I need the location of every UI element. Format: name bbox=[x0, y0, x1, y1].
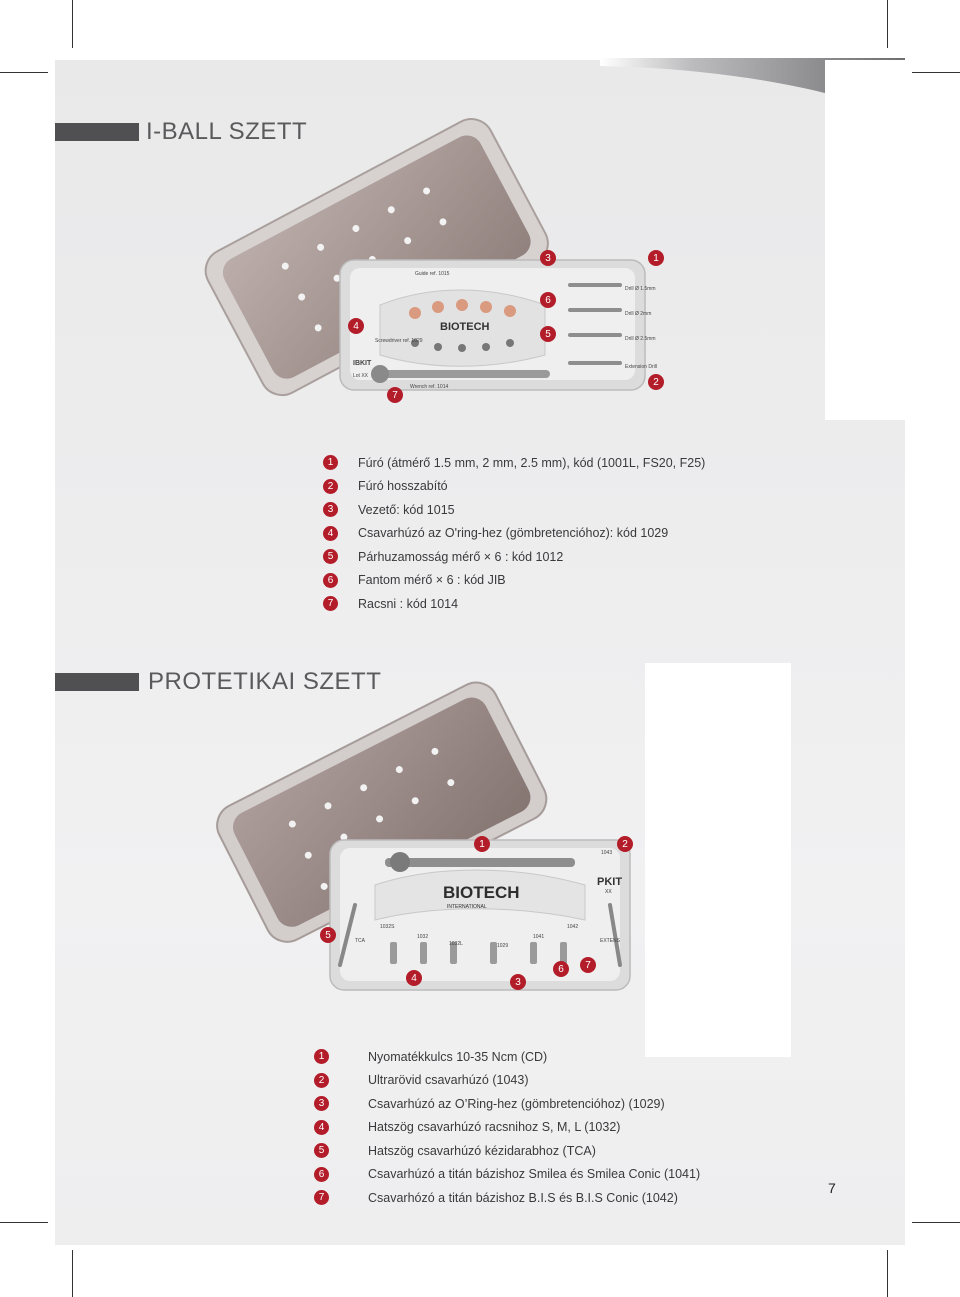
kit2-code-label: EXTENS bbox=[600, 938, 621, 944]
list-item bbox=[323, 475, 705, 499]
list-item bbox=[323, 569, 705, 593]
item-number: 5 bbox=[323, 549, 338, 564]
crop-mark bbox=[72, 0, 73, 48]
list-item bbox=[323, 545, 705, 569]
item-text: Fantom mérő × 6 : kód JIB bbox=[358, 573, 506, 588]
kit2-callout: 3 bbox=[510, 974, 526, 990]
crop-mark bbox=[887, 0, 888, 48]
section-title-bar bbox=[55, 673, 139, 691]
item-number: 6 bbox=[314, 1167, 329, 1182]
section-title: I-BALL SZETT bbox=[146, 118, 308, 145]
protetikai-component-list bbox=[314, 1045, 700, 1210]
kit1-callout: 5 bbox=[540, 326, 556, 342]
item-text: Csavarhúzó az O'ring-hez (gömbretencióhoz): kód 1029 bbox=[358, 526, 669, 541]
list-item bbox=[323, 451, 705, 475]
kit1-callout: 1 bbox=[648, 250, 664, 266]
kit2-code-label: 1042 bbox=[567, 924, 579, 930]
item-text: Hatszög csavarhúzó racsnihoz S, M, L (1032) bbox=[368, 1120, 621, 1135]
kit1-kitname-label: IBKIT bbox=[353, 360, 372, 367]
kit1-drill3-label: Drill Ø 2.5mm bbox=[625, 336, 656, 342]
item-text: Hatszög csavarhúzó kézidarabhoz (TCA) bbox=[368, 1143, 596, 1158]
kit2-kitname-label: PKIT bbox=[597, 876, 623, 888]
list-item bbox=[314, 1139, 700, 1163]
kit1-callout: 3 bbox=[540, 250, 556, 266]
kit2-callout: 1 bbox=[474, 836, 490, 852]
list-item bbox=[314, 1116, 700, 1140]
item-number: 7 bbox=[314, 1190, 329, 1205]
page-number: 7 bbox=[828, 1180, 836, 1196]
item-number: 2 bbox=[323, 479, 338, 494]
item-number: 2 bbox=[314, 1073, 329, 1088]
item-text: Csavarhúzó az O’Ring-hez (gömbretencióhoz) (1029) bbox=[368, 1096, 665, 1111]
item-number: 3 bbox=[323, 502, 338, 517]
protetikai-kit-image bbox=[215, 680, 640, 1000]
crop-mark bbox=[912, 1222, 960, 1223]
item-number: 5 bbox=[314, 1143, 329, 1158]
list-item bbox=[314, 1045, 700, 1069]
list-item bbox=[314, 1069, 700, 1093]
kit1-guide-label: Guide ref. 1015 bbox=[415, 271, 450, 277]
iball-component-list bbox=[323, 451, 705, 616]
kit1-wrench-label: Wrench ref. 1014 bbox=[410, 384, 449, 390]
crop-mark bbox=[0, 1222, 48, 1223]
kit2-sub-label: INTERNATIONAL bbox=[447, 904, 487, 910]
list-item bbox=[314, 1163, 700, 1187]
kit2-callout: 5 bbox=[320, 927, 336, 943]
kit2-code-label: 1041 bbox=[533, 934, 545, 940]
kit2-code-label: 1043 bbox=[601, 850, 613, 856]
kit1-extension-label: Extension Drill bbox=[625, 364, 657, 370]
list-item bbox=[323, 592, 705, 616]
kit1-callout: 6 bbox=[540, 292, 556, 308]
crop-mark bbox=[72, 1250, 73, 1297]
kit1-callout: 2 bbox=[648, 374, 664, 390]
item-text: Nyomatékkulcs 10-35 Ncm (CD) bbox=[368, 1049, 548, 1064]
kit2-callout: 7 bbox=[580, 957, 596, 973]
kit1-screwdriver-label: Screwdriver ref. 1029 bbox=[375, 338, 423, 344]
white-block bbox=[825, 60, 905, 420]
kit1-lot-label: Lot XX bbox=[353, 373, 369, 379]
list-item bbox=[323, 522, 705, 546]
item-number: 4 bbox=[314, 1120, 329, 1135]
list-item bbox=[323, 498, 705, 522]
item-text: Csavarhúzó a titán bázishoz Smilea és Smilea Conic (1041) bbox=[368, 1167, 701, 1182]
kit2-code-label: 1032 bbox=[417, 934, 429, 940]
kit2-brand-label: BIOTECH bbox=[443, 883, 520, 902]
list-item bbox=[314, 1092, 700, 1116]
kit1-callout: 4 bbox=[348, 318, 364, 334]
item-text: Fúró hosszabító bbox=[358, 479, 448, 494]
item-number: 1 bbox=[314, 1049, 329, 1064]
kit2-kitsub-label: XX bbox=[605, 889, 612, 895]
kit1-callout: 7 bbox=[387, 387, 403, 403]
crop-mark bbox=[0, 72, 48, 73]
kit2-callout: 2 bbox=[617, 836, 633, 852]
section-title: PROTETIKAI SZETT bbox=[148, 668, 382, 695]
kit2-code-label: 1029 bbox=[497, 943, 509, 949]
item-number: 6 bbox=[323, 573, 338, 588]
kit1-brand-label: BIOTECH bbox=[440, 321, 490, 333]
white-block bbox=[645, 663, 791, 1057]
section-title-bar bbox=[55, 123, 139, 141]
kit2-code-label: 1032L bbox=[449, 941, 463, 947]
item-text: Csavarhózó a titán bázishoz B.I.S és B.I.S Conic (1042) bbox=[368, 1190, 678, 1205]
item-text: Fúró (átmérő 1.5 mm, 2 mm, 2.5 mm), kód (1001L, FS20, F25) bbox=[358, 455, 706, 470]
item-text: Vezető: kód 1015 bbox=[358, 502, 455, 517]
item-number: 3 bbox=[314, 1096, 329, 1111]
crop-mark bbox=[887, 1250, 888, 1297]
item-number: 7 bbox=[323, 596, 338, 611]
item-text: Párhuzamosság mérő × 6 : kód 1012 bbox=[358, 549, 564, 564]
kit1-drill2-label: Drill Ø 2mm bbox=[625, 311, 652, 317]
item-number: 4 bbox=[323, 526, 338, 541]
item-text: Ultrarövid csavarhúzó (1043) bbox=[368, 1073, 529, 1088]
kit2-code-label: TCA bbox=[355, 938, 365, 944]
kit2-callout: 4 bbox=[406, 970, 422, 986]
kit1-drill1-label: Drill Ø 1.5mm bbox=[625, 286, 656, 292]
crop-mark bbox=[912, 72, 960, 73]
item-number: 1 bbox=[323, 455, 338, 470]
list-item bbox=[314, 1186, 700, 1210]
kit2-callout: 6 bbox=[553, 961, 569, 977]
kit2-code-label: 1032S bbox=[380, 924, 395, 930]
iball-kit-image bbox=[200, 85, 670, 415]
item-text: Racsni : kód 1014 bbox=[358, 596, 459, 611]
